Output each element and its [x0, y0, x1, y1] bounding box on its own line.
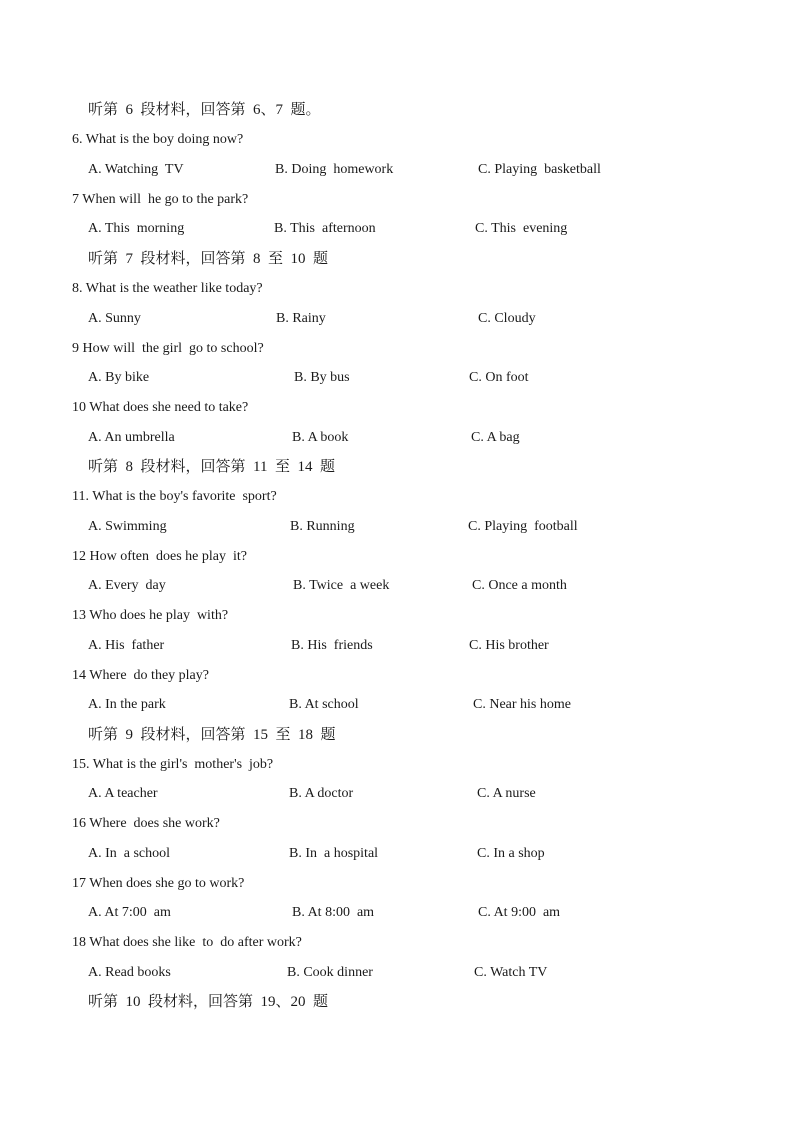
question: 14 Where do they play?: [72, 668, 209, 683]
option-c: C. This evening: [475, 221, 568, 236]
option-b: B. At school: [289, 697, 359, 712]
option-b: B. A doctor: [289, 786, 354, 801]
option-a: A. Swimming: [88, 519, 167, 534]
option-a: A. A teacher: [88, 786, 158, 801]
question: 18 What does she like to do after work?: [72, 935, 302, 950]
question: 6. What is the boy doing now?: [72, 132, 244, 147]
option-a: A. His father: [88, 638, 165, 653]
option-c: C. Playing football: [468, 519, 578, 534]
option-c: C. On foot: [469, 370, 529, 385]
option-b: B. By bus: [294, 370, 350, 385]
option-a: A. An umbrella: [88, 430, 175, 445]
question: 16 Where does she work?: [72, 816, 220, 831]
option-a: A. Read books: [88, 965, 171, 980]
option-b: B. This afternoon: [274, 221, 376, 236]
option-c: C. His brother: [469, 638, 549, 653]
option-b: B. In a hospital: [289, 846, 379, 861]
question: 11. What is the boy's favorite sport?: [72, 489, 277, 504]
section-heading: 听第 6 段材料，回答第 6、7 题。: [88, 102, 321, 118]
section-heading: 听第 8 段材料，回答第 11 至 14 题: [88, 459, 335, 475]
option-c: C. At 9:00 am: [478, 905, 561, 920]
question: 17 When does she go to work?: [72, 876, 245, 891]
question: 8. What is the weather like today?: [72, 281, 263, 296]
option-b: B. Twice a week: [293, 578, 390, 593]
option-b: B. Rainy: [276, 311, 326, 326]
option-c: C. A nurse: [477, 786, 536, 801]
question: 12 How often does he play it?: [72, 549, 247, 564]
option-a: A. This morning: [88, 221, 185, 236]
option-b: B. Running: [290, 519, 355, 534]
section-heading: 听第 7 段材料，回答第 8 至 10 题: [88, 251, 329, 267]
section-heading: 听第 9 段材料，回答第 15 至 18 题: [88, 727, 336, 743]
option-a: A. In a school: [88, 846, 171, 861]
question: 7 When will he go to the park?: [72, 192, 249, 207]
question: 10 What does she need to take?: [72, 400, 249, 415]
option-c: C. In a shop: [477, 846, 545, 861]
option-a: A. Sunny: [88, 311, 141, 326]
question: 15. What is the girl's mother's job?: [72, 757, 274, 772]
option-a: A. By bike: [88, 370, 150, 385]
option-b: B. A book: [292, 430, 349, 445]
section-heading: 听第 10 段材料，回答第 19、20 题: [88, 994, 329, 1010]
option-b: B. His friends: [291, 638, 373, 653]
option-b: B. Cook dinner: [287, 965, 373, 980]
option-a: A. In the park: [88, 697, 166, 712]
option-c: C. A bag: [471, 430, 520, 445]
question: 9 How will the girl go to school?: [72, 341, 264, 356]
option-c: C. Near his home: [473, 697, 571, 712]
option-b: B. Doing homework: [275, 162, 394, 177]
option-a: A. At 7:00 am: [88, 905, 171, 920]
option-c: C. Cloudy: [478, 311, 536, 326]
question: 13 Who does he play with?: [72, 608, 229, 623]
option-b: B. At 8:00 am: [292, 905, 375, 920]
option-a: A. Every day: [88, 578, 166, 593]
option-a: A. Watching TV: [88, 162, 184, 177]
option-c: C. Once a month: [472, 578, 567, 593]
option-c: C. Watch TV: [474, 965, 548, 980]
option-c: C. Playing basketball: [478, 162, 601, 177]
